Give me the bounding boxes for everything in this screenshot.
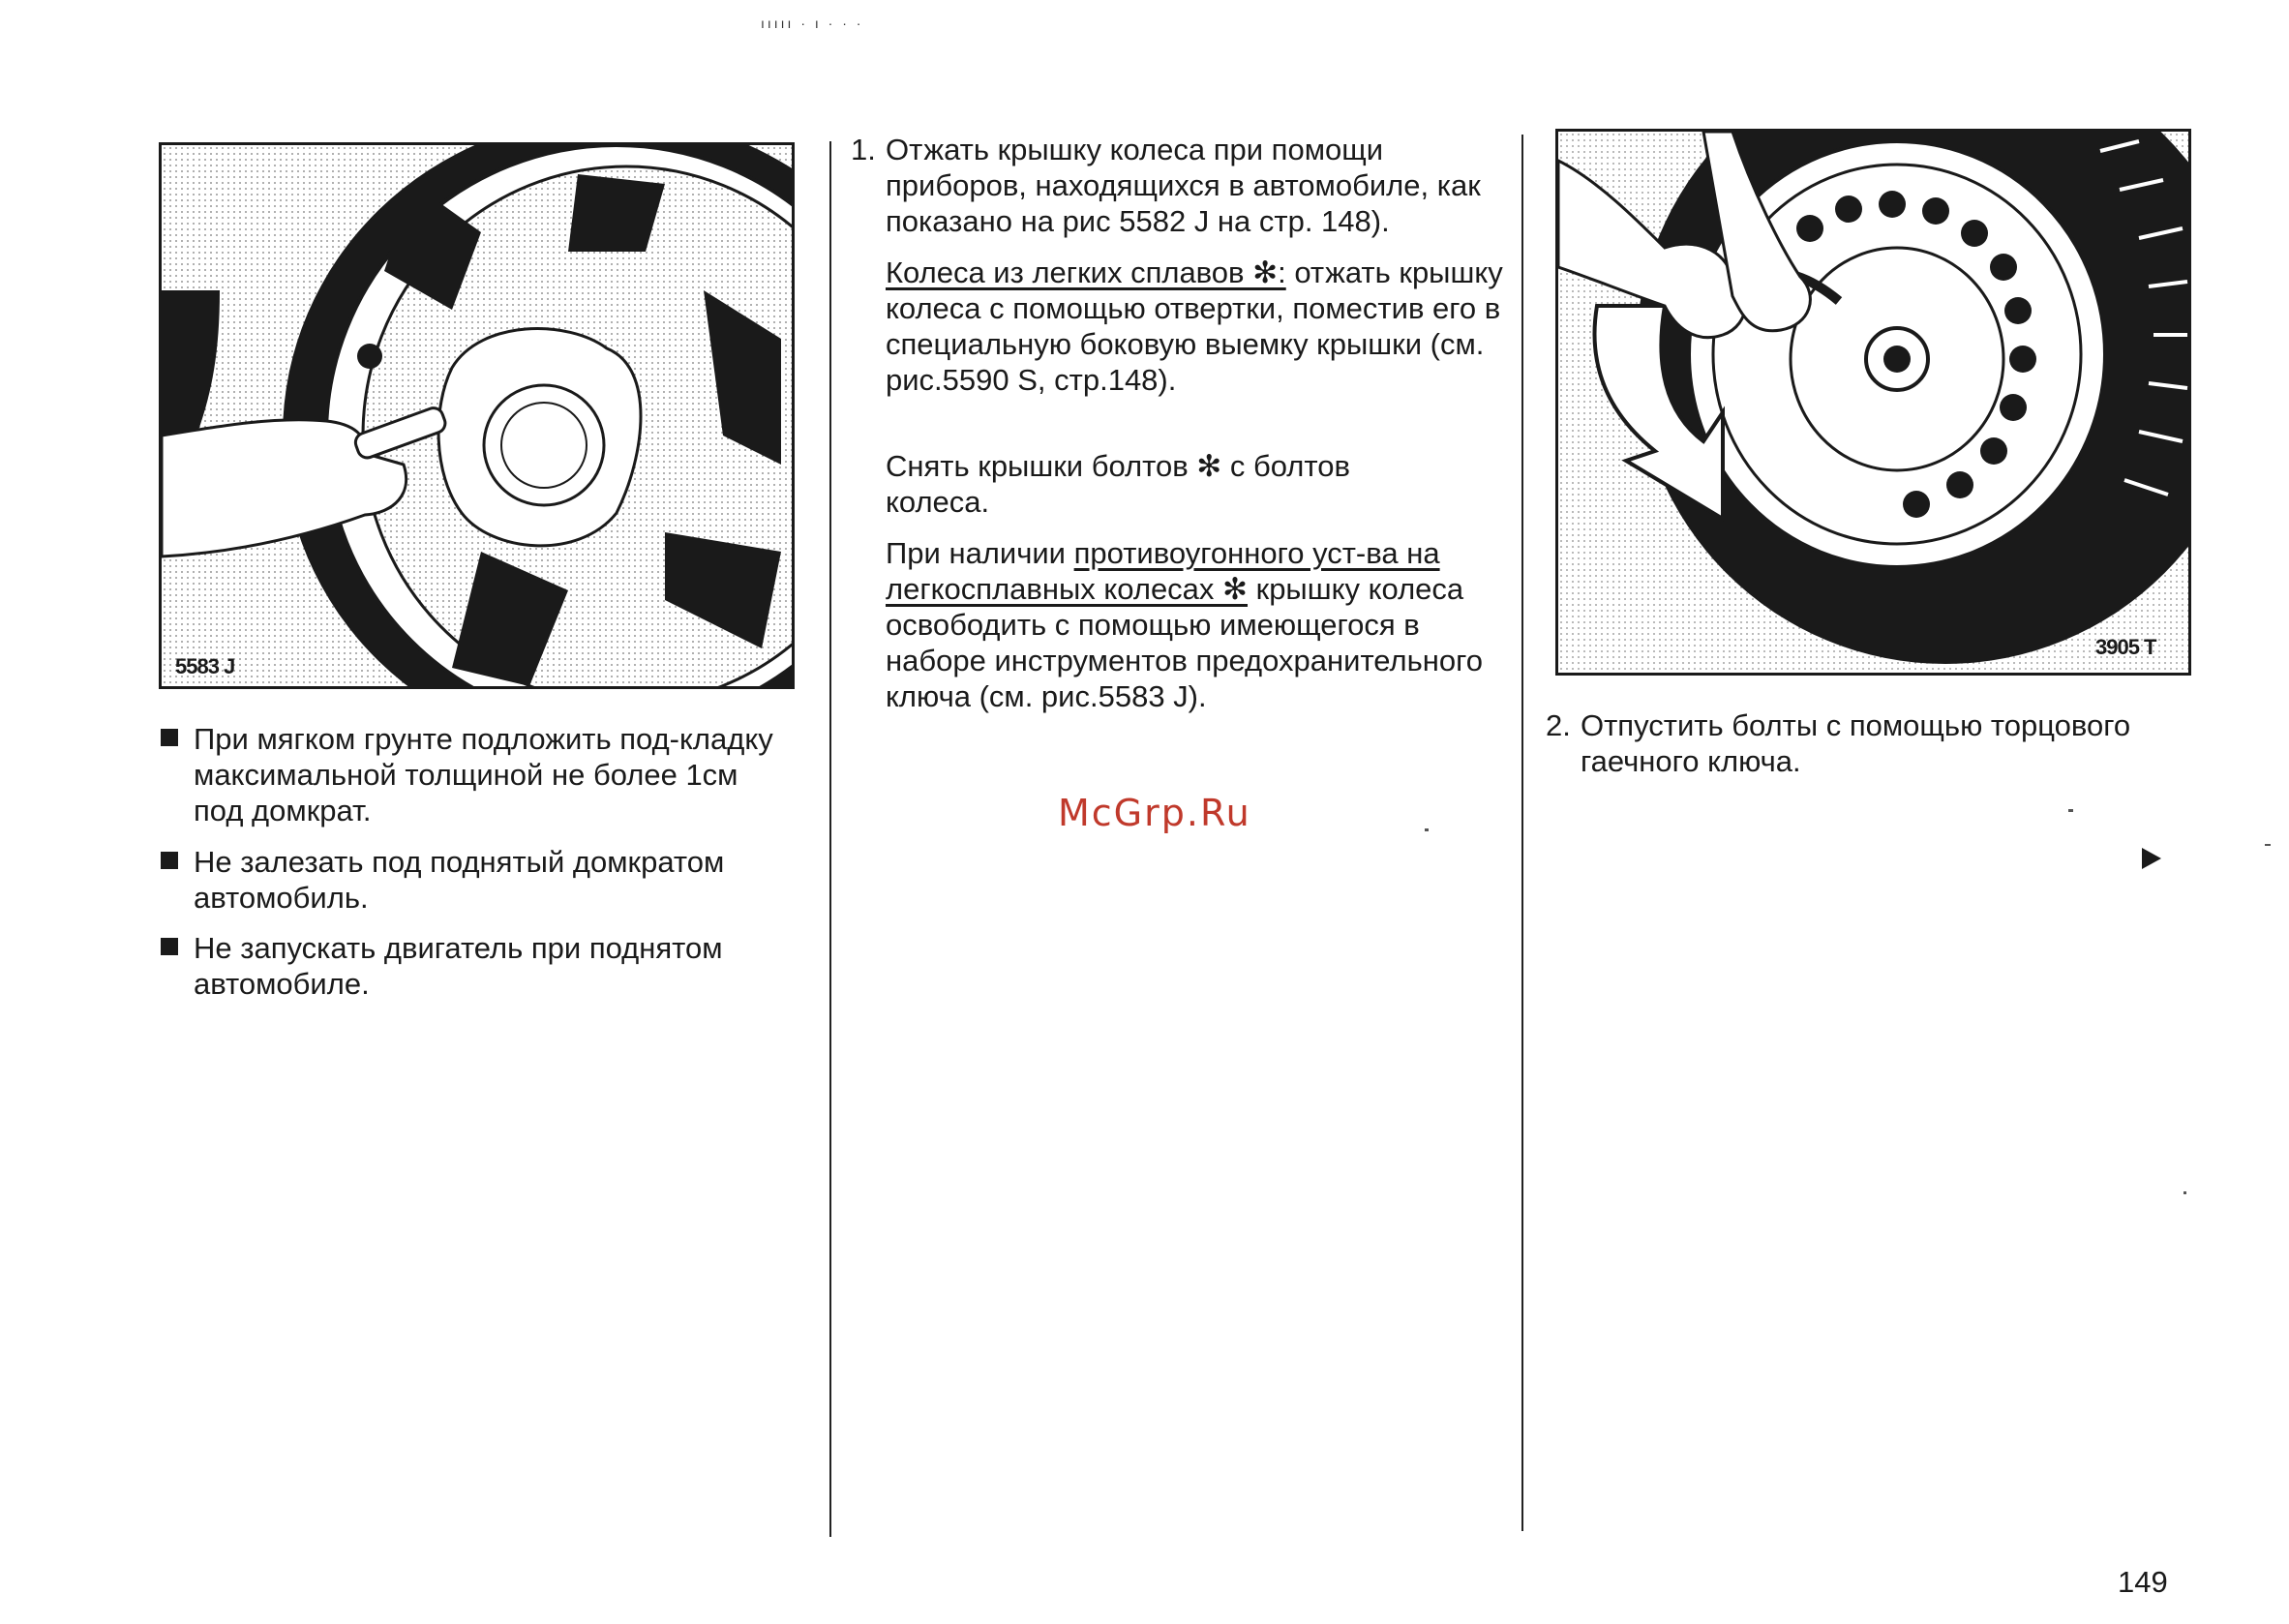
step-number: 1.: [851, 133, 876, 166]
bullet-text: Не залезать под поднятый домкратом автомобиль.: [194, 845, 725, 915]
watermark: McGrp.Ru: [1058, 792, 1251, 834]
bullet-text: При мягком грунте подложить под-кладку максимальной толщиной не более 1см под домкрат.: [194, 722, 773, 827]
figure-label-5583j: 5583 J: [175, 654, 235, 678]
header-marks: ııııı · ı · · ·: [761, 15, 864, 31]
step-2: [1546, 707, 2184, 779]
bullet-square-icon: [161, 729, 178, 746]
scan-speck: [1425, 828, 1429, 831]
scan-speck: [2184, 1191, 2186, 1194]
bullet-square-icon: [161, 852, 178, 869]
step-text: Отпустить болты с помощью торцового гаечного ключа.: [1581, 708, 2131, 778]
alloy-wheels-paragraph: [886, 255, 1505, 398]
bullet-soft-ground: [161, 721, 794, 828]
step-text: Отжать крышку колеса при помощи приборов, находящихся в автомобиле, как показано на рис 5582 J на стр. 148).: [886, 133, 1481, 238]
bolt-caps-paragraph: Снять крышки болтов ✻ с болтов колеса.: [886, 449, 1350, 519]
scan-speck: [2068, 809, 2073, 812]
antitheft-post: крышку колеса освободить с помощью имеющегося в наборе инструментов предохранительного ключа (см. рис.5583 J).: [886, 572, 1483, 713]
wheel-wrench-illustration: [1558, 132, 2188, 673]
column-divider-left: [829, 141, 831, 1537]
bullet-text: Не запускать двигатель при поднятом автомобиле.: [194, 931, 723, 1001]
alloy-wheel-key-illustration: [162, 145, 792, 686]
bullet-no-crawl: [161, 844, 794, 916]
alloy-wheels-heading: Колеса из легких сплавов ✻:: [886, 256, 1286, 289]
antitheft-pre: При наличии: [886, 536, 1074, 570]
bullet-square-icon: [161, 938, 178, 955]
page-number: 149: [2118, 1565, 2168, 1599]
antitheft-paragraph: [886, 535, 1505, 714]
scan-speck: [2265, 844, 2271, 846]
antitheft-link: противоугонного уст-ва на легкосплавных колесах ✻: [886, 536, 1440, 606]
bullet-no-engine: [161, 930, 794, 1002]
figure-alloy-wheel: [159, 142, 795, 689]
step-number: 2.: [1546, 708, 1571, 742]
figure-wheel-wrench: [1555, 129, 2191, 676]
step-1: [851, 132, 1509, 239]
column-divider-right: [1521, 135, 1523, 1531]
continue-arrow-icon: [2142, 848, 2161, 869]
alloy-wheels-text: отжать крышку колеса с помощью отвертки, поместив его в специальную боковую выемку крышки (см. рис.5590 S, стр.148).: [886, 256, 1503, 397]
figure-label-3905t: 3905 T: [2095, 635, 2156, 659]
